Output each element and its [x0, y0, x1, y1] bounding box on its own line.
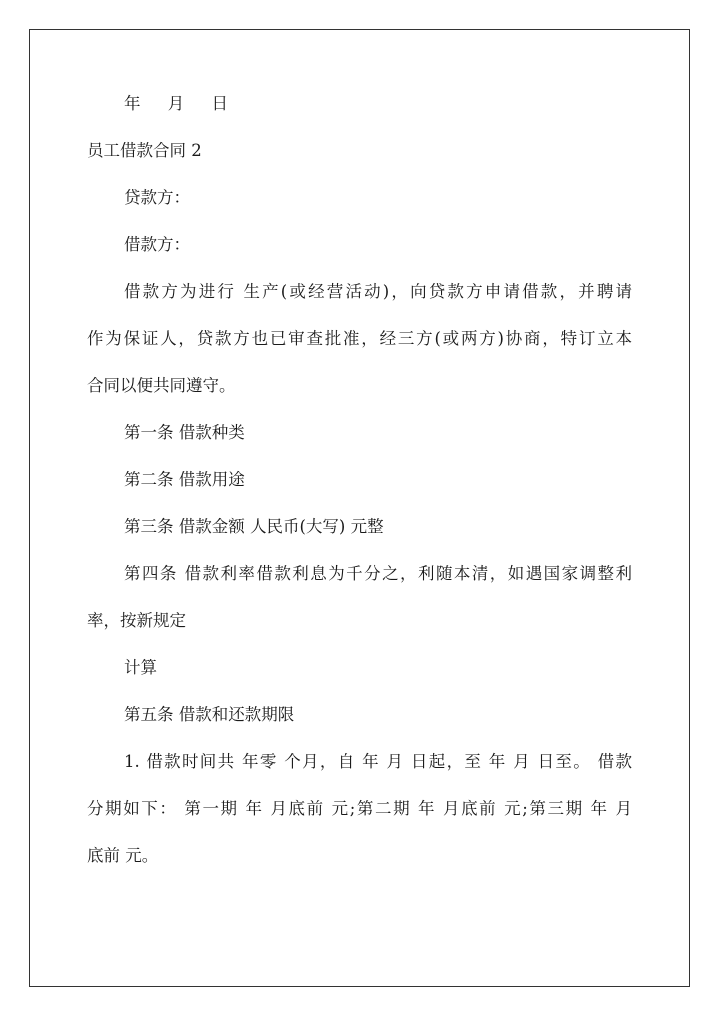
- date-line: [87, 92, 632, 115]
- article-1: 第一条 借款种类: [124, 423, 245, 442]
- contract-heading: 员工借款合同 2: [87, 141, 202, 160]
- term-line-1: 1. 借款时间共 年零 个月，自 年 月 日起，至 年 月 日至。 借款: [124, 752, 632, 771]
- intro-line-3: 合同以便共同遵守。: [87, 376, 236, 395]
- date-month: 月: [167, 94, 185, 113]
- article-4-line-1: 第四条 借款利率借款利息为千分之，利随本清，如遇国家调整利: [124, 564, 632, 583]
- intro-line-1: 借款方为进行 生产(或经营活动)，向贷款方申请借款，并聘请: [124, 282, 632, 301]
- intro-line-2: 作为保证人，贷款方也已审查批准，经三方(或两方)协商，特订立本: [87, 329, 632, 348]
- article-4-line-2: 率，按新规定: [87, 611, 186, 630]
- lender-label: 贷款方：: [124, 188, 190, 207]
- article-2: 第二条 借款用途: [124, 470, 245, 489]
- article-3: 第三条 借款金额 人民币(大写) 元整: [124, 517, 384, 536]
- article-5: 第五条 借款和还款期限: [124, 705, 295, 724]
- document-body: [87, 92, 632, 891]
- date-year: 年: [124, 94, 141, 113]
- date-day: 日: [211, 94, 228, 113]
- borrower-label: 借款方：: [124, 235, 190, 254]
- term-line-2: 分期如下： 第一期 年 月底前 元;第二期 年 月底前 元;第三期 年 月: [87, 799, 632, 818]
- calc-line: 计算: [124, 658, 157, 677]
- term-line-3: 底前 元。: [87, 846, 159, 865]
